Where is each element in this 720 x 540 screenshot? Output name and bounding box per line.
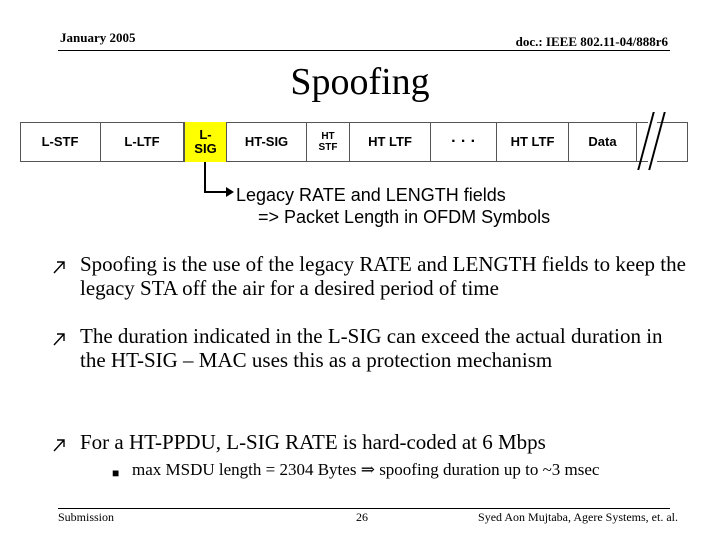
field-l-sig: L- SIG [184,122,227,162]
field-ht-ltf-n: HT LTF [497,122,569,162]
square-bullet-icon: ■ [112,466,120,480]
field-ellipsis: · · · [431,122,497,162]
bullet-item-3 [52,430,692,458]
bullet-text: For a HT-PPDU, L-SIG RATE is hard-coded at 6 Mbps [80,430,546,454]
callout-text [236,184,550,228]
field-l-ltf: L-LTF [101,122,184,162]
header-date: January 2005 [60,30,136,45]
footer-divider [58,508,670,509]
sub-bullet-text: max MSDU length = 2304 Bytes ⇒ spoofing duration up to ~3 msec [132,460,600,479]
field-ht-ltf-1: HT LTF [350,122,431,162]
arrow-right-icon [226,187,234,197]
arrow-bullet-icon [52,430,80,458]
bullet-text: Spoofing is the use of the legacy RATE and LENGTH fields to keep the legacy STA off the air for a desired period of time [80,252,686,300]
footer-author: Syed Aon Mujtaba, Agere Systems, et. al. [478,510,678,524]
bullet-item-1 [52,252,692,300]
bullet-item-2 [52,324,692,372]
callout-line-1: Legacy RATE and LENGTH fields [236,185,506,205]
field-data: Data [569,122,637,162]
arrow-bullet-icon [52,252,80,300]
header-doc-id: doc.: IEEE 802.11-04/888r6 [515,34,668,49]
callout-line-2: => Packet Length in OFDM Symbols [258,207,551,227]
footer-page-number: 26 [356,510,368,524]
bullet-text: The duration indicated in the L-SIG can exceed the actual duration in the HT-SIG – MAC uses this as a protection mechanism [80,324,663,372]
footer-submission: Submission [58,510,115,524]
sub-bullet-item-1 [112,460,702,483]
slide-title: Spoofing [290,61,430,103]
header-divider [58,50,670,51]
arrow-bullet-icon [52,324,80,372]
callout-connector-vertical [204,162,206,192]
field-l-stf: L-STF [20,122,101,162]
callout-connector-horizontal [204,191,228,193]
field-ht-stf: HT STF [307,122,350,162]
field-ht-sig: HT-SIG [227,122,307,162]
